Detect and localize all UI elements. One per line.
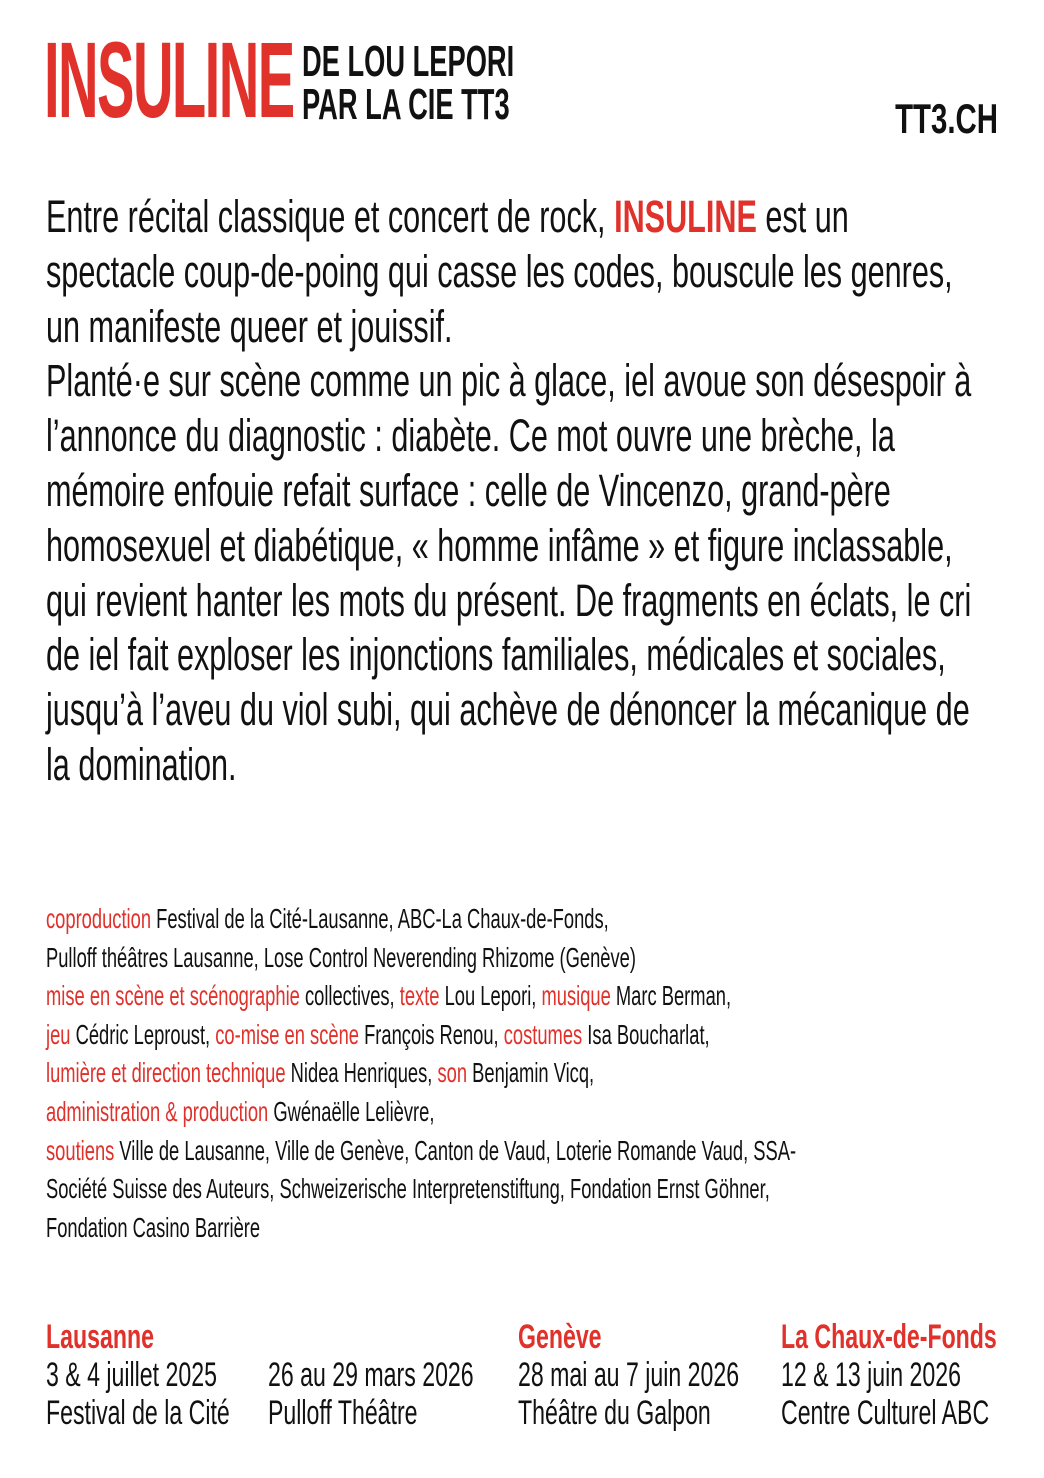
credits-soutiens-cont: Société Suisse des Auteurs, Schweizerische Interpretenstiftung, Fondation Ernst Göhner, [46, 1173, 770, 1205]
description-title-highlight: INSULINE [614, 191, 757, 242]
venue-text: Centre Culturel ABC [781, 1394, 990, 1432]
byline [302, 37, 515, 129]
credits-soutiens-cont-2: Fondation Casino Barrière [46, 1211, 261, 1243]
credits-lumiere: lumière et direction technique Nidea Henriques, son Benjamin Vicq, [46, 1057, 595, 1089]
city-label [268, 1318, 474, 1356]
venue-text: Festival de la Cité [46, 1394, 230, 1432]
venue-text: Théâtre du Galpon [518, 1394, 711, 1432]
city-label: Lausanne [46, 1318, 154, 1356]
date-text: 12 & 13 juin 2026 [781, 1356, 961, 1394]
date-text: 26 au 29 mars 2026 [268, 1356, 474, 1394]
city-label: Genève [518, 1318, 602, 1356]
credits-coproduction-cont: Pulloff théâtres Lausanne, Lose Control Neverending Rhizome (Genève) [46, 941, 636, 973]
date-block-lausanne-2 [268, 1318, 474, 1432]
description-body: Planté·e sur scène comme un pic à glace, iel avoue son désespoir à l’annonce du diagnostic : diabète. Ce mot ouvre une brèche, la mémoire enfouie refait surface : celle de Vincenzo, grand-père homosexuel et diabétique, « homme infâme » et figure inclassable, qui revient hanter les mots du présent. De fragments en éclats, le cri de iel fait exploser les injonctions familiales, médicales et sociales, jusqu’à l’aveu du viol subi, qui achève de dénoncer la mécanique de la domination. [46, 355, 972, 790]
date-block-lausanne-1 [46, 1318, 230, 1432]
show-description [46, 190, 984, 793]
credits-soutiens: soutiens Ville de Lausanne, Ville de Genève, Canton de Vaud, Loterie Romande Vaud, SSA- [46, 1134, 797, 1166]
date-text: 28 mai au 7 juin 2026 [518, 1356, 740, 1394]
venue-text: Pulloff Théâtre [268, 1394, 418, 1432]
city-label: La Chaux-de-Fonds [781, 1318, 997, 1356]
show-title: INSULINE [44, 19, 294, 140]
description-intro: Entre récital classique et concert de rock, INSULINE est un spectacle coup-de-poing qui casse les codes, bouscule les genres, un manifeste queer et jouissif. [46, 191, 953, 352]
website-link[interactable]: TT3.CH [895, 95, 998, 142]
date-block-geneve [518, 1318, 739, 1432]
credits-block [46, 900, 996, 1247]
date-text: 3 & 4 juillet 2025 [46, 1356, 217, 1394]
byline-author: DE LOU LEPORI [302, 37, 515, 86]
credits-admin: administration & production Gwénaëlle Lelièvre, [46, 1095, 435, 1127]
byline-company: PAR LA CIE TT3 [302, 80, 510, 129]
date-block-chaux-de-fonds [781, 1318, 997, 1432]
credits-jeu: jeu Cédric Leproust, co-mise en scène François Renou, costumes Isa Boucharlat, [46, 1018, 710, 1050]
credits-mise: mise en scène et scénographie collectives, texte Lou Lepori, musique Marc Berman, [46, 980, 732, 1012]
credits-coproduction: coproduction Festival de la Cité-Lausanne, ABC-La Chaux-de-Fonds, [46, 903, 609, 934]
